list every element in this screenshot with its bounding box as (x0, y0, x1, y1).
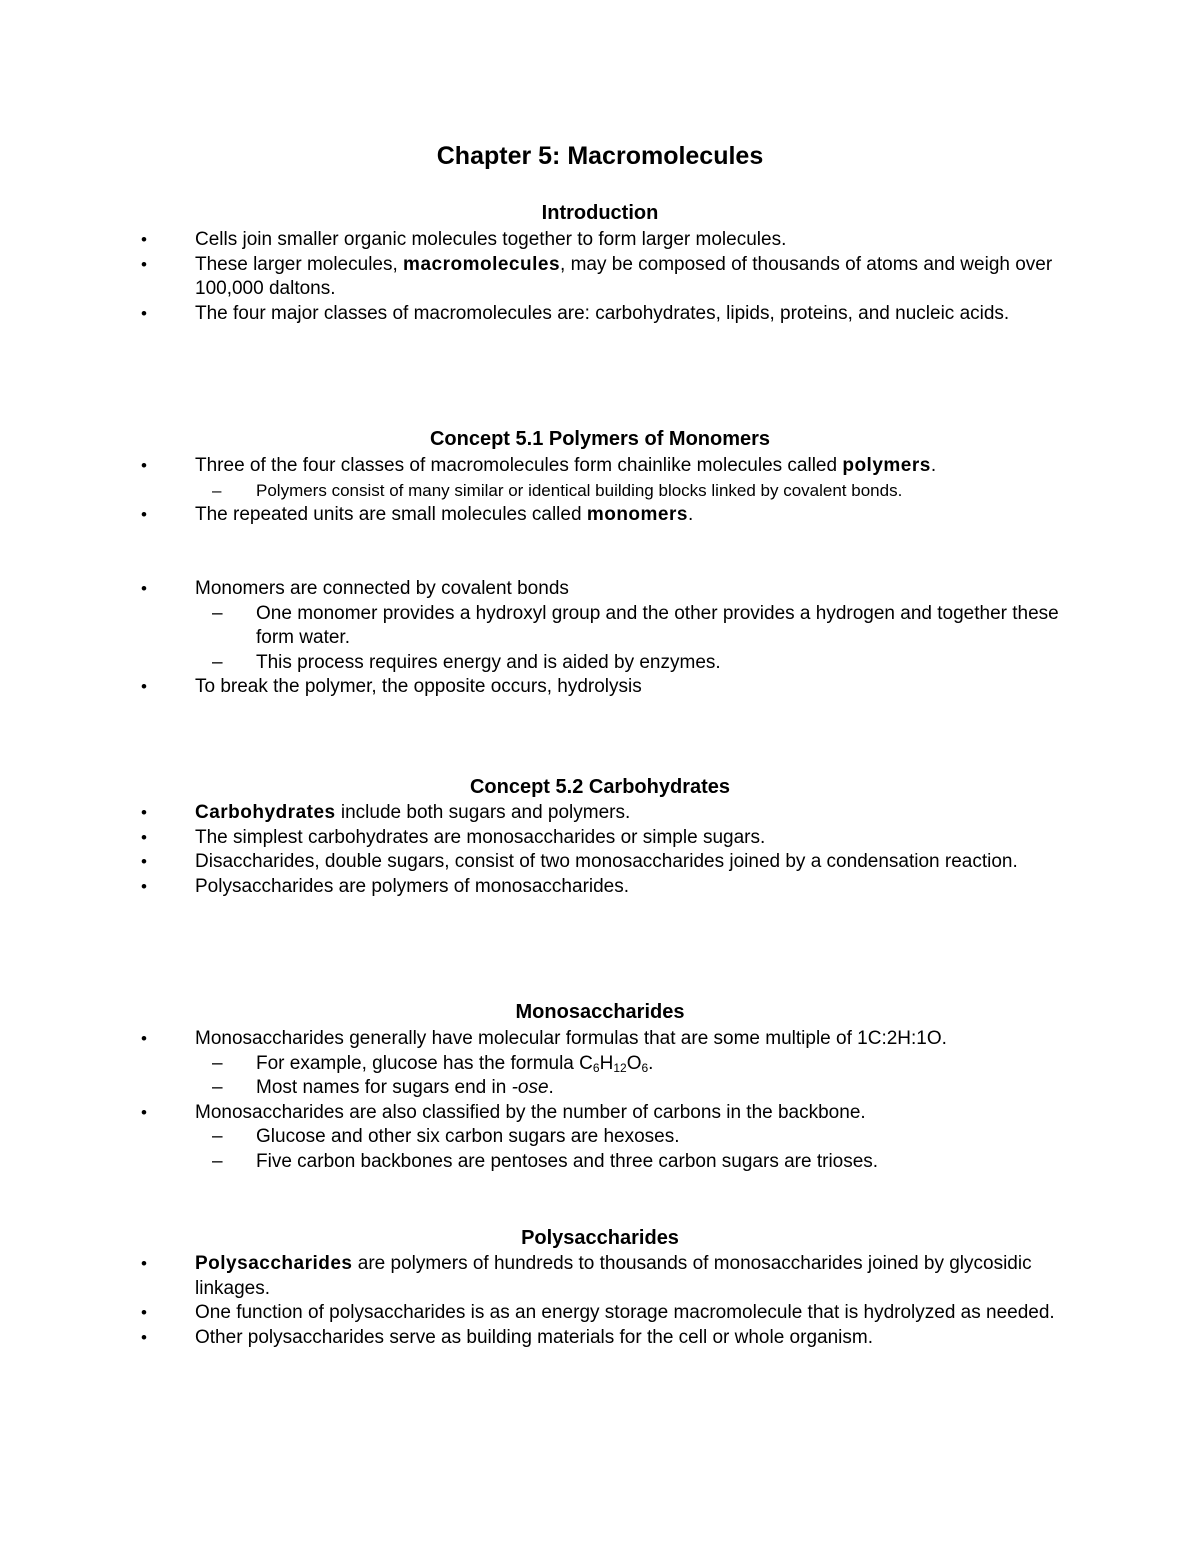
term-polymers: polymers (842, 455, 931, 476)
list-item (0, 801, 1060, 826)
dash-icon: – (212, 1077, 223, 1098)
polysaccharides-list (0, 1252, 1200, 1350)
monosaccharides-list (0, 1027, 1200, 1174)
page-title: Chapter 5: Macromolecules (436, 142, 764, 170)
item-text: . (687, 503, 694, 525)
item-text: Monosaccharides are also classified by the number of carbons in the backbone. (195, 1101, 866, 1123)
list-item (0, 503, 1060, 528)
item-text: Glucose and other six carbon sugars are hexoses. (256, 1126, 680, 1147)
list-item (0, 1301, 1060, 1326)
suffix-ose: -ose (511, 1077, 549, 1098)
item-text: To break the polymer, the opposite occurs, hydrolysis (195, 676, 642, 697)
bullet-icon: • (141, 677, 147, 696)
sub-list-item (0, 1052, 1060, 1077)
term-polysaccharides: Polysaccharides (195, 1253, 353, 1274)
term-carbohydrates: Carbohydrates (195, 802, 336, 823)
section-heading-introduction: Introduction (541, 202, 659, 224)
list-item (0, 826, 1060, 851)
section-heading-polysaccharides: Polysaccharides (521, 1227, 679, 1249)
dash-icon: – (212, 1052, 223, 1074)
sub-list-item (0, 479, 1060, 503)
bullet-icon: • (141, 876, 147, 896)
list-item (0, 577, 1060, 602)
list-item (0, 302, 1060, 327)
item-text: Disaccharides, double sugars, consist of two monosaccharides joined by a condensation reaction. (195, 851, 1018, 872)
item-text: The repeated units are small molecules called (195, 503, 587, 525)
list-item (0, 875, 1060, 900)
bullet-icon: • (141, 1303, 147, 1322)
item-text: For example, glucose has the formula (256, 1052, 580, 1074)
item-text: The four major classes of macromolecules are: carbohydrates, lipids, proteins, and nucleic acids. (195, 302, 1010, 324)
glucose-formula: $C_6H_{12}O_6$ (579, 1052, 649, 1075)
introduction-list (0, 228, 1200, 326)
list-item (0, 253, 1060, 302)
bullet-icon: • (141, 803, 147, 822)
item-text: Cells join smaller organic molecules together to form larger molecules. (195, 229, 787, 250)
sub-list-item (0, 1125, 1060, 1150)
sub-list-item (0, 1076, 1060, 1101)
section-heading-monosaccharides: Monosaccharides (515, 1001, 685, 1023)
item-text: The simplest carbohydrates are monosaccharides or simple sugars. (195, 826, 766, 848)
list-item (0, 228, 1060, 253)
item-text: Other polysaccharides serve as building materials for the cell or whole organism. (195, 1326, 873, 1348)
item-text: Polymers consist of many similar or identical building blocks linked by covalent bonds. (256, 480, 903, 500)
item-text: . (930, 455, 937, 476)
bullet-icon: • (141, 1327, 147, 1347)
item-text: Five carbon backbones are pentoses and three carbon sugars are trioses. (256, 1150, 879, 1172)
item-text: are polymers of hundreds to thousands of monosaccharides joined by glycosidic linkages. (195, 1253, 1032, 1299)
list-item (0, 454, 1060, 479)
item-text: include both sugars and polymers. (335, 802, 631, 823)
item-text: This process requires energy and is aided by enzymes. (256, 651, 721, 673)
sub-list-item (0, 602, 1060, 651)
spacer (0, 527, 1200, 577)
item-text: Most names for sugars end in (256, 1077, 512, 1098)
item-text: Polysaccharides are polymers of monosaccharides. (195, 875, 630, 897)
item-text: . (648, 1052, 654, 1074)
bullet-icon: • (141, 303, 147, 323)
list-item (0, 1027, 1060, 1052)
term-monomers: monomers (586, 503, 688, 525)
dash-icon: – (212, 651, 223, 673)
item-text: Monomers are connected by covalent bonds (195, 578, 569, 599)
bullet-icon: • (141, 1102, 147, 1122)
item-text: Monosaccharides generally have molecular formulas that are some multiple of 1C:2H:1O. (195, 1028, 947, 1049)
item-text: , may be composed of thousands of atoms and weigh over 100,000 daltons. (195, 253, 1053, 299)
section-heading-concept-5-1: Concept 5.1 Polymers of Monomers (429, 428, 771, 450)
item-text: Three of the four classes of macromolecules form chainlike molecules called (195, 455, 843, 476)
item-text: These larger molecules, (195, 253, 404, 275)
bullet-icon: • (141, 254, 147, 274)
dash-icon: – (212, 602, 223, 624)
list-item (0, 1101, 1060, 1126)
bullet-icon: • (141, 852, 147, 871)
list-item (0, 1326, 1060, 1351)
section-heading-concept-5-2: Concept 5.2 Carbohydrates (469, 776, 731, 798)
list-item (0, 850, 1060, 875)
bullet-icon: • (141, 504, 147, 524)
concept-5-1-list (0, 454, 1200, 700)
list-item (0, 675, 1060, 700)
bullet-icon: • (141, 456, 147, 475)
concept-5-2-list (0, 801, 1200, 899)
bullet-icon: • (141, 230, 147, 249)
sub-list-item (0, 651, 1060, 676)
bullet-icon: • (141, 827, 147, 847)
item-text: One monomer provides a hydroxyl group and the other provides a hydrogen and together these form water. (256, 602, 1059, 648)
item-text: . (548, 1077, 554, 1098)
bullet-icon: • (141, 1254, 147, 1273)
list-item (0, 1252, 1060, 1301)
dash-icon: – (212, 1126, 223, 1147)
term-macromolecules: macromolecules (403, 253, 561, 275)
bullet-icon: • (141, 579, 147, 598)
sub-list-item (0, 1150, 1060, 1175)
dash-icon: – (212, 480, 222, 500)
bullet-icon: • (141, 1029, 147, 1048)
item-text: One function of polysaccharides is as an energy storage macromolecule that is hydrolyzed as needed. (195, 1302, 1055, 1323)
dash-icon: – (212, 1150, 223, 1172)
